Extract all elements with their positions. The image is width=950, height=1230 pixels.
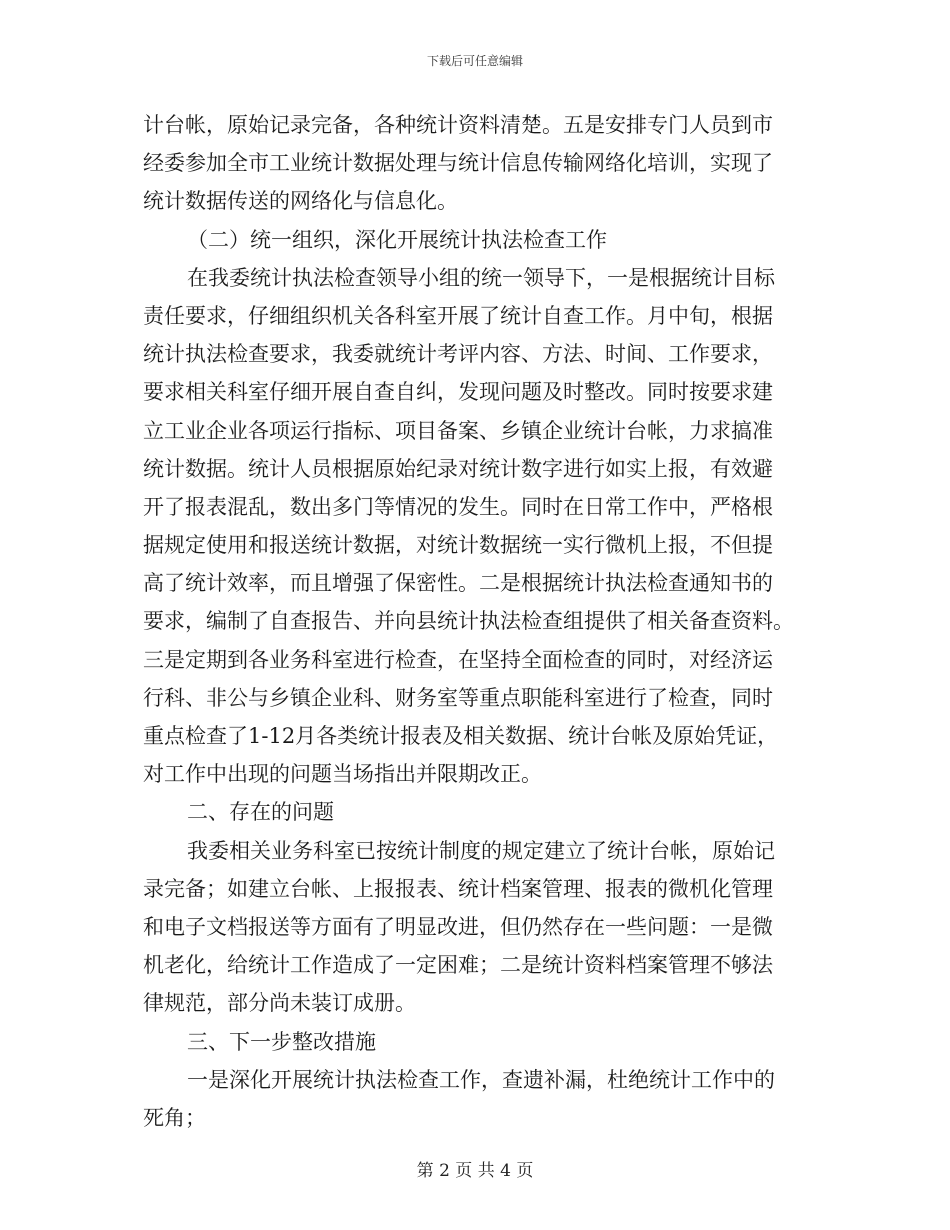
body-line: 据规定使用和报送统计数据，对统计数据统一实行微机上报，不但提 (143, 533, 773, 558)
body-line: 高了统计效率，而且增强了保密性。二是根据统计执法检查通知书的 (143, 571, 773, 596)
body-line: 三是定期到各业务科室进行检查，在坚持全面检查的同时，对经济运 (143, 647, 773, 672)
body-line: 经委参加全市工业统计数据处理与统计信息传输网络化培训，实现了 (143, 151, 773, 176)
body-line: 和电子文档报送等方面有了明显改进，但仍然存在一些问题：一是微 (143, 914, 773, 939)
body-line: 责任要求，仔细组织机关各科室开展了统计自查工作。月中旬，根据 (143, 303, 773, 328)
body-line: 要求相关科室仔细开展自查自纠，发现问题及时整改。同时按要求建 (143, 380, 773, 405)
document-body (143, 106, 803, 1137)
body-line: 对工作中出现的问题当场指出并限期改正。 (143, 762, 542, 787)
body-line: 录完备；如建立台帐、上报报表、统计档案管理、报表的微机化管理 (143, 876, 773, 901)
body-line: 统计数据传送的网络化与信息化。 (143, 189, 458, 214)
body-line: 在我委统计执法检查领导小组的统一领导下，一是根据统计目标 (187, 265, 775, 290)
body-line: 机老化，给统计工作造成了一定困难；二是统计资料档案管理不够法 (143, 953, 773, 978)
body-line: 二、存在的问题 (187, 800, 334, 825)
body-line: 我委相关业务科室已按统计制度的规定建立了统计台帐，原始记 (187, 838, 775, 863)
body-line: 开了报表混乱，数出多门等情况的发生。同时在日常工作中，严格根 (143, 494, 773, 519)
body-line: 立工业企业各项运行指标、项目备案、乡镇企业统计台帐，力求搞准 (143, 418, 773, 443)
body-line: （二）统一组织，深化开展统计执法检查工作 (187, 227, 607, 252)
page-header: 下载后可任意编辑 (426, 54, 523, 68)
body-line: 行科、非公与乡镇企业科、财务室等重点职能科室进行了检查，同时 (143, 685, 773, 710)
body-line: 计台帐，原始记录完备，各种统计资料清楚。五是安排专门人员到市 (143, 113, 773, 137)
body-line: 统计数据。统计人员根据原始纪录对统计数字进行如实上报，有效避 (143, 456, 773, 481)
body-line: 死角； (143, 1105, 206, 1130)
body-line: 一是深化开展统计执法检查工作，查遗补漏，杜绝统计工作中的 (187, 1067, 775, 1092)
body-line: 律规范，部分尚未装订成册。 (143, 991, 416, 1016)
page-footer: 第 2 页 共 4 页 (416, 1161, 534, 1181)
body-line: 重点检查了1-12月各类统计报表及相关数据、统计台帐及原始凭证， (143, 724, 779, 748)
body-line: 三、下一步整改措施 (187, 1029, 376, 1054)
body-line: 统计执法检查要求，我委就统计考评内容、方法、时间、工作要求， (143, 342, 773, 367)
body-line: 要求，编制了自查报告、并向县统计执法检查组提供了相关备查资料。 (143, 609, 794, 634)
